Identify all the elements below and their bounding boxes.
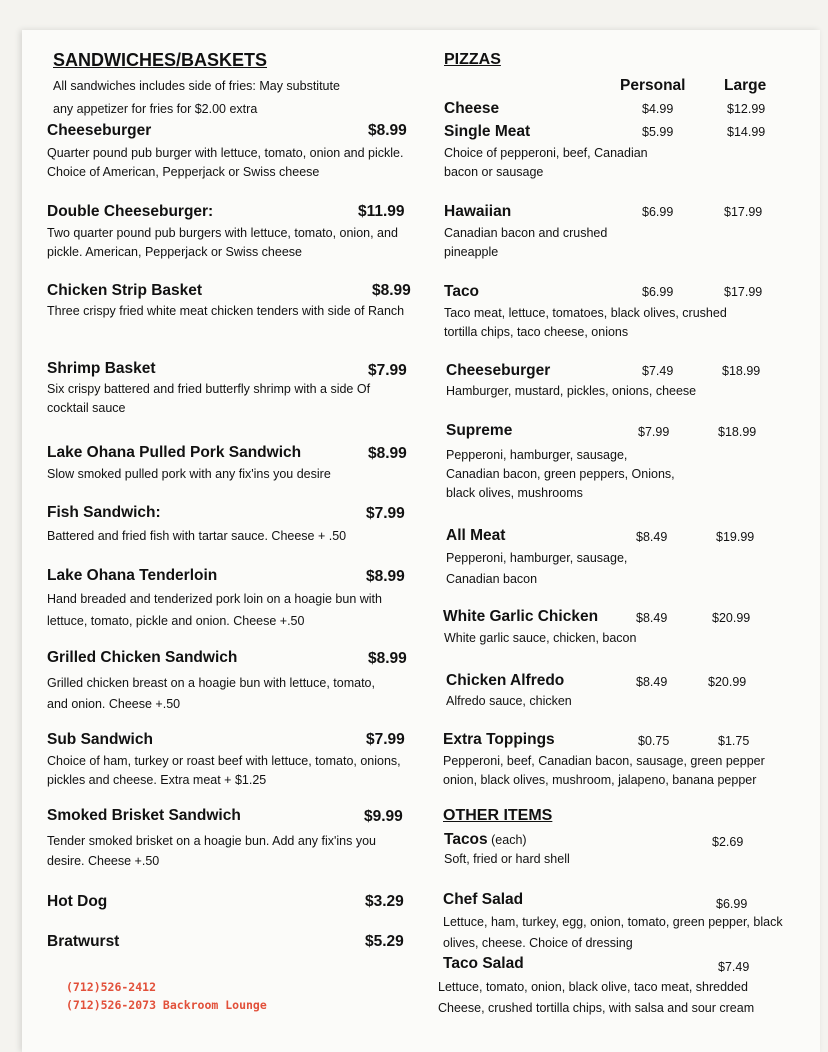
pizza-desc: Pepperoni, hamburger, sausage, Canadian bacon [446, 551, 628, 586]
item-price: $7.99 [368, 362, 407, 379]
item-desc: Three crispy fried white meat chicken tenders with side of Ranch [47, 304, 405, 318]
item-name: Chicken Strip Basket [47, 282, 203, 299]
pizza-large-price: $19.99 [716, 530, 755, 544]
pizza-personal-price: $7.49 [642, 364, 674, 378]
item-name: Fish Sandwich: [47, 504, 161, 521]
other-item-desc: Lettuce, ham, turkey, egg, onion, tomato, green pepper, black olives, cheese. Choice of dressing [443, 915, 783, 950]
pizza-personal-price: $0.75 [638, 734, 670, 748]
item-price: $5.29 [365, 933, 404, 950]
other-item-name: Chef Salad [443, 891, 524, 908]
phone-main: (712)526-2412 [66, 980, 157, 994]
pizza-desc: Alfredo sauce, chicken [446, 694, 572, 708]
pizza-name: Hawaiian [444, 203, 512, 220]
item-price: $8.99 [368, 122, 407, 139]
item-name: Sub Sandwich [47, 731, 153, 748]
item-name: Lake Ohana Tenderloin [47, 567, 218, 584]
pizza-personal-price: $6.99 [642, 285, 674, 299]
pizza-personal-price: $6.99 [642, 205, 674, 219]
pizza-large-price: $17.99 [724, 205, 763, 219]
col-personal: Personal [620, 77, 686, 94]
item-price: $7.99 [366, 731, 405, 748]
other-item-desc: Lettuce, tomato, onion, black olive, taco meat, shredded Cheese, crushed tortilla chips, with salsa and sour cream [438, 980, 755, 1015]
pizza-personal-price: $7.99 [638, 425, 670, 439]
item-desc: Choice of ham, turkey or roast beef with lettuce, tomato, onions, pickles and cheese. Extra meat + $1.25 [47, 754, 401, 787]
sandwiches-heading: SANDWICHES/BASKETS [53, 50, 268, 70]
pizza-large-price: $12.99 [727, 102, 766, 116]
pizza-personal-price: $8.49 [636, 611, 668, 625]
item-desc: Quarter pound pub burger with lettuce, tomato, onion and pickle. Choice of American, Pepperjack or Swiss cheese [47, 146, 404, 179]
sandwiches-intro-2: any appetizer for fries for $2.00 extra [53, 102, 258, 116]
other-item-price: $2.69 [712, 835, 744, 849]
other-item-price: $7.49 [718, 960, 750, 974]
item-name: Bratwurst [47, 933, 120, 950]
other-item-name: Tacos (each) [444, 831, 527, 848]
pizza-large-price: $17.99 [724, 285, 763, 299]
sandwiches-intro-1: All sandwiches includes side of fries: May substitute [53, 79, 340, 93]
item-price: $8.99 [368, 650, 407, 667]
item-name: Double Cheeseburger: [47, 203, 214, 220]
pizza-name: Taco [444, 283, 480, 300]
item-price: $7.99 [366, 505, 405, 522]
item-name: Smoked Brisket Sandwich [47, 807, 241, 824]
item-price: $9.99 [364, 808, 403, 825]
item-desc: Grilled chicken breast on a hoagie bun with lettuce, tomato, and onion. Cheese +.50 [47, 676, 375, 711]
item-price: $3.29 [365, 893, 404, 910]
item-desc: Tender smoked brisket on a hoagie bun. Add any fix'ins you desire. Cheese +.50 [47, 834, 376, 868]
item-name: Cheeseburger [47, 122, 152, 139]
item-desc: Six crispy battered and fried butterfly shrimp with a side Of cocktail sauce [47, 382, 371, 415]
pizza-name: Cheeseburger [446, 362, 551, 379]
pizza-name: Chicken Alfredo [446, 672, 565, 689]
pizza-desc: Taco meat, lettuce, tomatoes, black olives, crushed tortilla chips, taco cheese, onions [444, 306, 727, 339]
pizza-large-price: $20.99 [708, 675, 747, 689]
other-item-price: $6.99 [716, 897, 748, 911]
item-price: $8.99 [366, 568, 405, 585]
other-item-suffix: (each) [487, 833, 527, 847]
item-price: $8.99 [368, 445, 407, 462]
item-name: Hot Dog [47, 893, 108, 910]
pizza-name: Supreme [446, 422, 513, 439]
item-name: Lake Ohana Pulled Pork Sandwich [47, 444, 302, 461]
pizza-name: Cheese [444, 100, 500, 117]
pizza-desc: Canadian bacon and crushed pineapple [444, 226, 608, 259]
pizza-desc: Hamburger, mustard, pickles, onions, cheese [446, 384, 697, 398]
pizza-name: Extra Toppings [443, 731, 555, 748]
item-desc: Hand breaded and tenderized pork loin on a hoagie bun with lettuce, tomato, pickle and onion. Cheese +.50 [47, 592, 382, 628]
pizza-large-price: $18.99 [722, 364, 761, 378]
pizza-name: White Garlic Chicken [443, 608, 599, 625]
pizza-desc: Choice of pepperoni, beef, Canadian bacon or sausage [444, 146, 648, 179]
item-name: Grilled Chicken Sandwich [47, 649, 238, 666]
pizza-name: Single Meat [444, 123, 531, 140]
phone-lounge: (712)526-2073 Backroom Lounge [66, 998, 267, 1012]
item-desc: Two quarter pound pub burgers with lettuce, tomato, onion, and pickle. American, Pepperjack or Swiss cheese [47, 226, 398, 259]
item-name: Shrimp Basket [47, 360, 156, 377]
col-large: Large [724, 77, 767, 94]
item-desc: Battered and fried fish with tartar sauce. Cheese + .50 [47, 529, 347, 543]
item-price: $11.99 [358, 203, 405, 220]
other-item-desc: Soft, fried or hard shell [444, 852, 570, 866]
item-desc: Slow smoked pulled pork with any fix'ins you desire [47, 467, 331, 481]
pizza-large-price: $14.99 [727, 125, 766, 139]
pizza-personal-price: $8.49 [636, 675, 668, 689]
item-price: $8.99 [372, 282, 411, 299]
pizza-large-price: $20.99 [712, 611, 751, 625]
pizza-name: All Meat [446, 527, 506, 544]
pizza-large-price: $18.99 [718, 425, 757, 439]
pizza-desc: Pepperoni, hamburger, sausage, Canadian bacon, green peppers, Onions, black olives, mushrooms [446, 448, 675, 500]
other-items-heading: OTHER ITEMS [443, 807, 553, 824]
pizza-personal-price: $4.99 [642, 102, 674, 116]
pizza-personal-price: $5.99 [642, 125, 674, 139]
pizza-desc: Pepperoni, beef, Canadian bacon, sausage, green pepper onion, black olives, mushroom, jalapeno, banana pepper [443, 754, 765, 787]
pizza-desc: White garlic sauce, chicken, bacon [444, 631, 637, 645]
pizzas-heading: PIZZAS [444, 51, 501, 68]
pizza-personal-price: $8.49 [636, 530, 668, 544]
other-item-name: Taco Salad [443, 955, 524, 972]
pizza-large-price: $1.75 [718, 734, 750, 748]
